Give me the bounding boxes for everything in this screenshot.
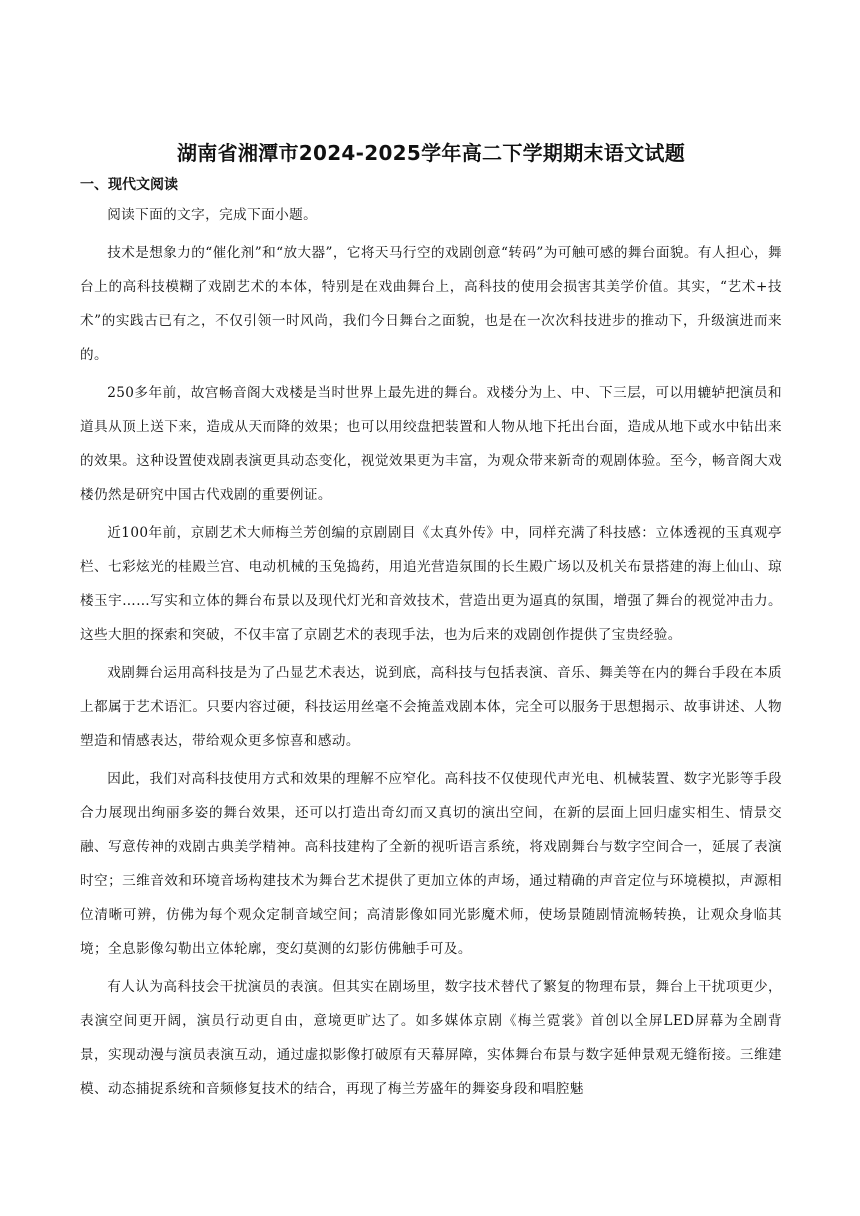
paragraph-3: 近100年前，京剧艺术大师梅兰芳创编的京剧剧目《太真外传》中，同样充满了科技感：立体透视的玉真观亭栏、七彩炫光的桂殿兰宫、电动机械的玉兔捣药，用追光营造氛围的长生殿广场以及机关布景搭建的海上仙山、琼楼玉宇……写实和立体的舞台布景以及现代灯光和音效技术，营造出更为逼真的氛围，增强了舞台的视觉冲击力。这些大胆的探索和突破，不仅丰富了京剧艺术的表现手法，也为后来的戏剧创作提供了宝贵经验。 bbox=[80, 525, 782, 643]
paragraph-6: 有人认为高科技会干扰演员的表演。但其实在剧场里，数字技术替代了繁复的物理布景，舞台上干扰项更少，表演空间更开阔，演员行动更自由，意境更旷达了。如多媒体京剧《梅兰霓裳》首创以全屏LED屏幕为全剧背景，实现动漫与演员表演互动，通过虚拟影像打破原有天幕屏障，实体舞台布景与数字延伸景观无缝衔接。三维建模、动态捕捉系统和音频修复技术的结合，再现了梅兰芳盛年的舞姿身段和唱腔魅 bbox=[80, 979, 782, 1097]
paragraph-1: 技术是想象力的“催化剂”和“放大器”，它将天马行空的戏剧创意“转码”为可触可感的舞台面貌。有人担心，舞台上的高科技模糊了戏剧艺术的本体，特别是在戏曲舞台上，高科技的使用会损害其美学价值。其实，“艺术+技术”的实践古已有之，不仅引领一时风尚，我们今日舞台之面貌，也是在一次次科技进步的推动下，升级演进而来的。 bbox=[80, 245, 782, 363]
paragraph-5: 因此，我们对高科技使用方式和效果的理解不应窄化。高科技不仅使现代声光电、机械装置、数字光影等手段合力展现出绚丽多姿的舞台效果，还可以打造出奇幻而又真切的演出空间，在新的层面上回归虚实相生、情景交融、写意传神的戏剧古典美学精神。高科技建构了全新的视听语言系统，将戏剧舞台与数字空间合一，延展了表演时空；三维音效和环境音场构建技术为舞台艺术提供了更加立体的声场，通过精确的声音定位与环境模拟，声源相位清晰可辨，仿佛为每个观众定制音域空间；高清影像如同光影魔术师，使场景随剧情流畅转换，让观众身临其境；全息影像勾勒出立体轮廓，变幻莫测的幻影仿佛触手可及。 bbox=[80, 771, 782, 957]
document-title: 湖南省湘潭市2024-2025学年高二下学期期末语文试题 bbox=[176, 141, 686, 165]
section-heading: 一、现代文阅读 bbox=[80, 177, 178, 193]
document-page bbox=[80, 138, 782, 1110]
paragraph-4: 戏剧舞台运用高科技是为了凸显艺术表达，说到底，高科技与包括表演、音乐、舞美等在内的舞台手段在本质上都属于艺术语汇。只要内容过硬，科技运用丝毫不会掩盖戏剧本体，完全可以服务于思想揭示、故事讲述、人物塑造和情感表达，带给观众更多惊喜和感动。 bbox=[80, 665, 782, 749]
paragraph-2: 250多年前，故宫畅音阁大戏楼是当时世界上最先进的舞台。戏楼分为上、中、下三层，可以用辘轳把演员和道具从顶上送下来，造成从天而降的效果；也可以用绞盘把装置和人物从地下托出台面，造成从地下或水中钻出来的效果。这种设置使戏剧表演更具动态变化，视觉效果更为丰富，为观众带来新奇的观剧体验。至今，畅音阁大戏楼仍然是研究中国古代戏剧的重要例证。 bbox=[80, 385, 782, 503]
reading-instruction: 阅读下面的文字，完成下面小题。 bbox=[107, 207, 318, 223]
